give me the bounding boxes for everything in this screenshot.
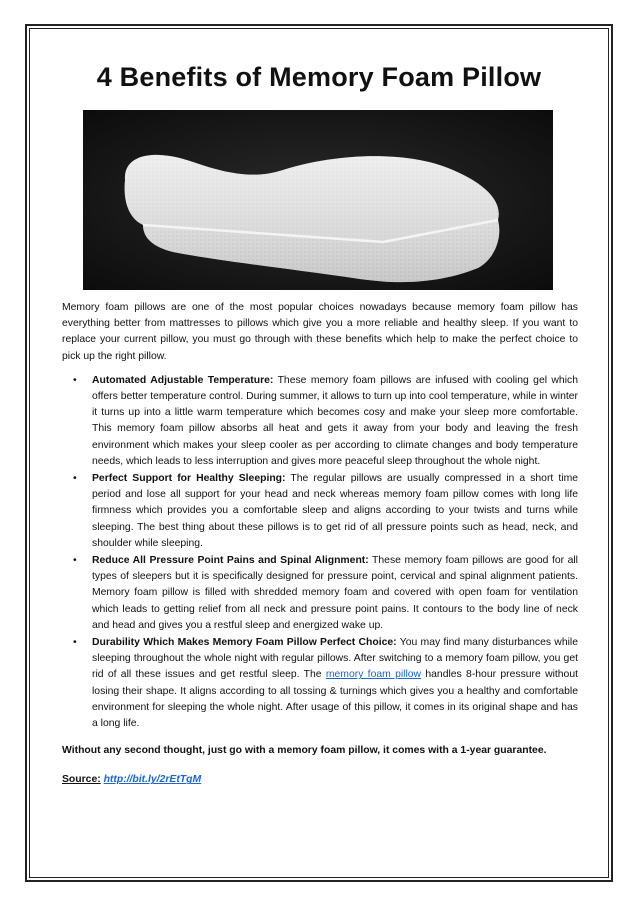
page-title: 4 Benefits of Memory Foam Pillow (96, 62, 542, 92)
benefit-text: These memory foam pillows are infused with cooling gel which offers better temperature control. During summer, it allows to turn up into cool temperature, while in winter it turns up into a little warm temperature which becomes cosy and make your sleep more comfortable. This memory foam pillow absorbs all heat and gets it away from your body and leaving the fresh environment which makes your sleep cooler as per according to climate changes and body temperature needs, which leads to less interruption and gives more peaceful sleep throughout the whole night. (92, 374, 578, 467)
bullet-icon: • (73, 473, 77, 485)
benefits-list (62, 373, 578, 732)
source-line (62, 772, 578, 788)
article-body (62, 300, 578, 789)
list-item (62, 635, 578, 732)
guarantee-statement: Without any second thought, just go with a memory foam pillow, it comes with a 1-year guarantee. (62, 745, 547, 757)
benefit-heading: Automated Adjustable Temperature: (92, 374, 274, 386)
benefit-text: You may find many disturbances while sleeping throughout the whole night with regular pillows. After switching to a memory foam pillow, you get rid of all these issues and get restful sleep. The (92, 637, 578, 681)
benefit-text: handles 8-hour pressure without losing their shape. It aligns according to all tossing & turnings which gives you a healthy and comfortable environment for sleeping the whole night. After usage of this pillow, it comes in its original shape and has a long life. (92, 669, 578, 730)
bullet-icon: • (73, 637, 77, 649)
benefit-heading: Reduce All Pressure Point Pains and Spinal Alignment: (92, 555, 369, 567)
list-item (62, 373, 578, 470)
memory-foam-pillow-link[interactable]: memory foam pillow (325, 669, 422, 681)
list-item (62, 471, 578, 552)
benefit-text: These memory foam pillows are good for all types of sleepers but it is specifically designed for pressure point, cervical and spinal alignment patients. Memory foam pillow is filled with shredded memory foam and covered with open foam for ventilation which leads to getting relief from all neck and pressure point pains. It contours to the body line of neck and head and gives you a restful sleep and energized wake up. (92, 555, 578, 631)
list-item (62, 553, 578, 634)
source-link[interactable]: http://bit.ly/2rEtTgM (103, 774, 202, 786)
benefit-text: The regular pillows are usually compressed in a short time period and lose all support for your head and neck whereas memory foam pillow comes with long life firmness which provides you a comfortable sleep and aligns according to your twists and turns while sleeping. The best thing about these pillows is to get rid of all pressure points such as head, neck, and shoulder while sleeping. (92, 473, 579, 549)
memory-foam-pillow-image (83, 110, 553, 290)
intro-paragraph: Memory foam pillows are one of the most popular choices nowadays because memory foam pillow has everything better from mattresses to pillows which give you a more reliable and healthy sleep. If you want to replace your current pillow, you must go through with these benefits which help to make the perfect choice to pick up the right pillow. (62, 302, 578, 362)
bullet-icon: • (73, 555, 77, 567)
bullet-icon: • (73, 374, 77, 386)
benefit-heading: Perfect Support for Healthy Sleeping: (92, 473, 286, 485)
benefit-heading: Durability Which Makes Memory Foam Pillow Perfect Choice: (92, 637, 397, 649)
source-label: Source: (62, 774, 101, 786)
